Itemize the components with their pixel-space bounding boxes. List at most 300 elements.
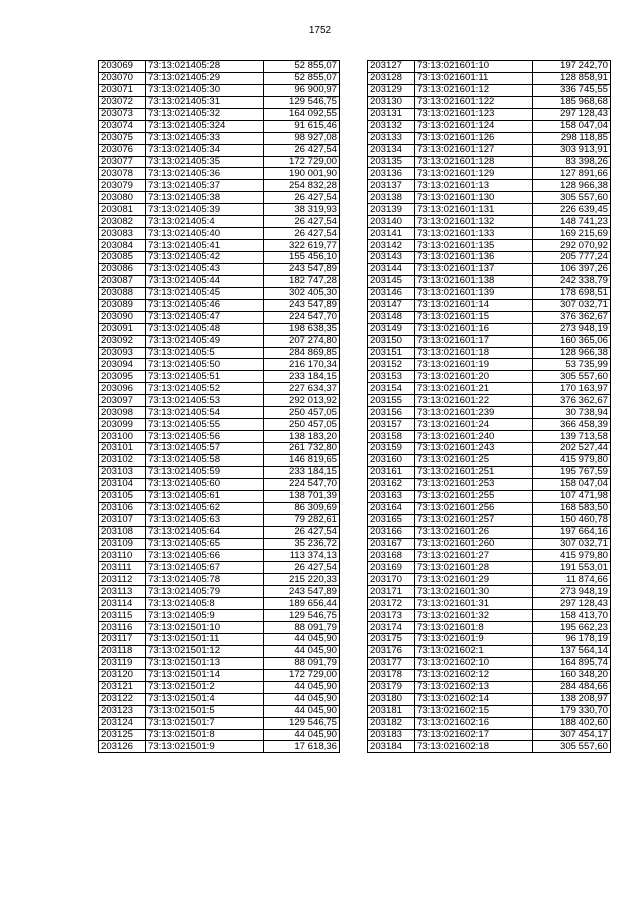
cadastral-value-cell: 227 634,37	[264, 383, 340, 395]
row-number-cell: 203111	[99, 562, 146, 574]
table-row	[99, 419, 340, 431]
row-number-cell: 203135	[368, 156, 415, 168]
row-number-cell: 203167	[368, 538, 415, 550]
table-row	[99, 514, 340, 526]
row-number-cell: 203095	[99, 371, 146, 383]
row-number-cell: 203083	[99, 228, 146, 240]
cadastral-number-cell: 73:13:021405:67	[146, 562, 264, 574]
cadastral-value-cell: 305 557,60	[533, 741, 611, 753]
cadastral-value-cell: 284 869,85	[264, 347, 340, 359]
cadastral-number-cell: 73:13:021405:55	[146, 419, 264, 431]
cadastral-number-cell: 73:13:021601:10	[415, 61, 533, 73]
row-number-cell: 203147	[368, 299, 415, 311]
table-row	[99, 526, 340, 538]
cadastral-number-cell: 73:13:021405:79	[146, 586, 264, 598]
cadastral-value-cell: 128 966,38	[533, 180, 611, 192]
cadastral-value-cell: 168 583,50	[533, 502, 611, 514]
row-number-cell: 203120	[99, 669, 146, 681]
table-row	[99, 108, 340, 120]
cadastral-value-table-left	[98, 60, 340, 753]
cadastral-value-cell: 158 047,04	[533, 478, 611, 490]
cadastral-number-cell: 73:13:021601:20	[415, 371, 533, 383]
row-number-cell: 203150	[368, 335, 415, 347]
cadastral-value-cell: 303 913,91	[533, 144, 611, 156]
row-number-cell: 203072	[99, 96, 146, 108]
table-row	[368, 240, 611, 252]
row-number-cell: 203139	[368, 204, 415, 216]
cadastral-value-cell: 207 274,80	[264, 335, 340, 347]
table-row	[368, 538, 611, 550]
cadastral-number-cell: 73:13:021405:57	[146, 443, 264, 455]
cadastral-number-cell: 73:13:021405:63	[146, 514, 264, 526]
cadastral-number-cell: 73:13:021405:39	[146, 204, 264, 216]
table-row	[368, 204, 611, 216]
table-right-body	[368, 61, 611, 753]
table-row	[99, 741, 340, 753]
cadastral-number-cell: 73:13:021601:32	[415, 610, 533, 622]
cadastral-number-cell: 73:13:021405:44	[146, 275, 264, 287]
row-number-cell: 203087	[99, 275, 146, 287]
table-row	[368, 72, 611, 84]
row-number-cell: 203091	[99, 323, 146, 335]
cadastral-value-cell: 113 374,13	[264, 550, 340, 562]
cadastral-value-cell: 44 045,90	[264, 705, 340, 717]
cadastral-value-cell: 189 656,44	[264, 598, 340, 610]
row-number-cell: 203154	[368, 383, 415, 395]
row-number-cell: 203146	[368, 287, 415, 299]
row-number-cell: 203159	[368, 443, 415, 455]
cadastral-value-cell: 254 832,28	[264, 180, 340, 192]
row-number-cell: 203075	[99, 132, 146, 144]
row-number-cell: 203142	[368, 240, 415, 252]
table-row	[99, 347, 340, 359]
cadastral-number-cell: 73:13:021501:5	[146, 705, 264, 717]
row-number-cell: 203105	[99, 490, 146, 502]
cadastral-number-cell: 73:13:021601:24	[415, 419, 533, 431]
row-number-cell: 203092	[99, 335, 146, 347]
cadastral-number-cell: 73:13:021501:7	[146, 717, 264, 729]
row-number-cell: 203153	[368, 371, 415, 383]
cadastral-value-cell: 17 618,36	[264, 741, 340, 753]
cadastral-number-cell: 73:13:021601:129	[415, 168, 533, 180]
cadastral-number-cell: 73:13:021601:126	[415, 132, 533, 144]
cadastral-value-cell: 242 338,79	[533, 275, 611, 287]
table-row	[99, 586, 340, 598]
row-number-cell: 203126	[99, 741, 146, 753]
cadastral-value-cell: 26 427,54	[264, 526, 340, 538]
row-number-cell: 203088	[99, 287, 146, 299]
table-row	[368, 681, 611, 693]
row-number-cell: 203096	[99, 383, 146, 395]
cadastral-value-cell: 191 553,01	[533, 562, 611, 574]
cadastral-value-cell: 53 735,99	[533, 359, 611, 371]
cadastral-number-cell: 73:13:021601:128	[415, 156, 533, 168]
cadastral-number-cell: 73:13:021405:51	[146, 371, 264, 383]
row-number-cell: 203175	[368, 634, 415, 646]
row-number-cell: 203182	[368, 717, 415, 729]
table-row	[368, 705, 611, 717]
table-row	[368, 407, 611, 419]
cadastral-number-cell: 73:13:021601:130	[415, 192, 533, 204]
cadastral-number-cell: 73:13:021601:17	[415, 335, 533, 347]
cadastral-value-cell: 169 215,69	[533, 228, 611, 240]
row-number-cell: 203179	[368, 681, 415, 693]
table-row	[368, 216, 611, 228]
row-number-cell: 203108	[99, 526, 146, 538]
table-row	[99, 84, 340, 96]
row-number-cell: 203069	[99, 61, 146, 73]
row-number-cell: 203138	[368, 192, 415, 204]
cadastral-number-cell: 73:13:021405:32	[146, 108, 264, 120]
table-row	[99, 669, 340, 681]
cadastral-number-cell: 73:13:021405:62	[146, 502, 264, 514]
cadastral-number-cell: 73:13:021601:133	[415, 228, 533, 240]
table-row	[99, 598, 340, 610]
cadastral-number-cell: 73:13:021601:256	[415, 502, 533, 514]
table-row	[368, 622, 611, 634]
row-number-cell: 203106	[99, 502, 146, 514]
table-row	[99, 180, 340, 192]
table-row	[368, 180, 611, 192]
cadastral-number-cell: 73:13:021405:37	[146, 180, 264, 192]
row-number-cell: 203076	[99, 144, 146, 156]
row-number-cell: 203098	[99, 407, 146, 419]
row-number-cell: 203131	[368, 108, 415, 120]
cadastral-value-cell: 250 457,05	[264, 419, 340, 431]
cadastral-number-cell: 73:13:021405:30	[146, 84, 264, 96]
cadastral-number-cell: 73:13:021601:251	[415, 466, 533, 478]
cadastral-number-cell: 73:13:021602:10	[415, 657, 533, 669]
cadastral-number-cell: 73:13:021601:239	[415, 407, 533, 419]
cadastral-value-cell: 415 979,80	[533, 454, 611, 466]
cadastral-number-cell: 73:13:021405:64	[146, 526, 264, 538]
row-number-cell: 203100	[99, 431, 146, 443]
table-row	[368, 359, 611, 371]
table-row	[368, 669, 611, 681]
cadastral-value-cell: 302 405,30	[264, 287, 340, 299]
cadastral-number-cell: 73:13:021601:135	[415, 240, 533, 252]
table-row	[99, 204, 340, 216]
table-row	[99, 287, 340, 299]
cadastral-value-cell: 164 895,74	[533, 657, 611, 669]
cadastral-number-cell: 73:13:021405:61	[146, 490, 264, 502]
row-number-cell: 203122	[99, 693, 146, 705]
row-number-cell: 203123	[99, 705, 146, 717]
cadastral-value-cell: 366 458,39	[533, 419, 611, 431]
cadastral-number-cell: 73:13:021601:22	[415, 395, 533, 407]
row-number-cell: 203086	[99, 263, 146, 275]
table-row	[99, 538, 340, 550]
table-row	[99, 490, 340, 502]
cadastral-value-cell: 150 460,78	[533, 514, 611, 526]
cadastral-number-cell: 73:13:021405:60	[146, 478, 264, 490]
table-row	[99, 240, 340, 252]
row-number-cell: 203124	[99, 717, 146, 729]
cadastral-value-cell: 107 471,98	[533, 490, 611, 502]
cadastral-value-cell: 307 032,71	[533, 299, 611, 311]
row-number-cell: 203183	[368, 729, 415, 741]
table-row	[368, 443, 611, 455]
cadastral-value-cell: 292 070,92	[533, 240, 611, 252]
cadastral-value-cell: 284 484,66	[533, 681, 611, 693]
cadastral-value-cell: 26 427,54	[264, 144, 340, 156]
cadastral-number-cell: 73:13:021405:40	[146, 228, 264, 240]
cadastral-number-cell: 73:13:021602:12	[415, 669, 533, 681]
cadastral-number-cell: 73:13:021602:16	[415, 717, 533, 729]
table-row	[99, 61, 340, 73]
table-row	[368, 347, 611, 359]
cadastral-value-cell: 205 777,24	[533, 252, 611, 264]
row-number-cell: 203118	[99, 645, 146, 657]
table-row	[368, 657, 611, 669]
cadastral-value-cell: 197 242,70	[533, 61, 611, 73]
cadastral-value-cell: 415 979,80	[533, 550, 611, 562]
cadastral-number-cell: 73:13:021601:255	[415, 490, 533, 502]
table-row	[99, 717, 340, 729]
cadastral-value-cell: 216 170,34	[264, 359, 340, 371]
cadastral-value-cell: 179 330,70	[533, 705, 611, 717]
table-row	[99, 275, 340, 287]
table-row	[368, 335, 611, 347]
cadastral-number-cell: 73:13:021501:12	[146, 645, 264, 657]
cadastral-value-cell: 305 557,60	[533, 371, 611, 383]
cadastral-value-cell: 197 664,16	[533, 526, 611, 538]
row-number-cell: 203168	[368, 550, 415, 562]
cadastral-number-cell: 73:13:021601:131	[415, 204, 533, 216]
page-number: 1752	[308, 25, 332, 36]
cadastral-value-cell: 79 282,61	[264, 514, 340, 526]
cadastral-number-cell: 73:13:021405:31	[146, 96, 264, 108]
table-row	[368, 84, 611, 96]
cadastral-number-cell: 73:13:021601:21	[415, 383, 533, 395]
cadastral-number-cell: 73:13:021602:17	[415, 729, 533, 741]
table-row	[99, 407, 340, 419]
cadastral-number-cell: 73:13:021405:78	[146, 574, 264, 586]
table-row	[99, 454, 340, 466]
table-row	[368, 586, 611, 598]
cadastral-number-cell: 73:13:021601:12	[415, 84, 533, 96]
table-row	[99, 216, 340, 228]
row-number-cell: 203077	[99, 156, 146, 168]
cadastral-number-cell: 73:13:021405:47	[146, 311, 264, 323]
cadastral-value-cell: 88 091,79	[264, 622, 340, 634]
cadastral-number-cell: 73:13:021405:45	[146, 287, 264, 299]
table-row	[368, 287, 611, 299]
cadastral-number-cell: 73:13:021405:52	[146, 383, 264, 395]
table-row	[99, 72, 340, 84]
table-row	[368, 168, 611, 180]
cadastral-number-cell: 73:13:021405:42	[146, 252, 264, 264]
row-number-cell: 203090	[99, 311, 146, 323]
cadastral-number-cell: 73:13:021501:4	[146, 693, 264, 705]
table-row	[368, 120, 611, 132]
row-number-cell: 203178	[368, 669, 415, 681]
cadastral-value-cell: 44 045,90	[264, 634, 340, 646]
row-number-cell: 203073	[99, 108, 146, 120]
row-number-cell: 203170	[368, 574, 415, 586]
table-row	[99, 371, 340, 383]
row-number-cell: 203173	[368, 610, 415, 622]
table-row	[368, 395, 611, 407]
cadastral-value-cell: 273 948,19	[533, 586, 611, 598]
row-number-cell: 203165	[368, 514, 415, 526]
cadastral-value-cell: 215 220,33	[264, 574, 340, 586]
cadastral-value-cell: 86 309,69	[264, 502, 340, 514]
row-number-cell: 203109	[99, 538, 146, 550]
cadastral-value-cell: 243 547,89	[264, 263, 340, 275]
cadastral-value-cell: 164 092,55	[264, 108, 340, 120]
cadastral-value-cell: 26 427,54	[264, 228, 340, 240]
cadastral-number-cell: 73:13:021405:43	[146, 263, 264, 275]
cadastral-number-cell: 73:13:021601:18	[415, 347, 533, 359]
row-number-cell: 203177	[368, 657, 415, 669]
table-row	[99, 443, 340, 455]
cadastral-value-cell: 44 045,90	[264, 645, 340, 657]
row-number-cell: 203094	[99, 359, 146, 371]
row-number-cell: 203181	[368, 705, 415, 717]
cadastral-value-cell: 35 236,72	[264, 538, 340, 550]
cadastral-value-cell: 106 397,26	[533, 263, 611, 275]
cadastral-value-cell: 26 427,54	[264, 216, 340, 228]
cadastral-number-cell: 73:13:021405:33	[146, 132, 264, 144]
cadastral-number-cell: 73:13:021405:65	[146, 538, 264, 550]
cadastral-value-cell: 188 402,60	[533, 717, 611, 729]
cadastral-value-cell: 139 713,58	[533, 431, 611, 443]
cadastral-number-cell: 73:13:021601:11	[415, 72, 533, 84]
row-number-cell: 203102	[99, 454, 146, 466]
row-number-cell: 203145	[368, 275, 415, 287]
table-row	[368, 634, 611, 646]
table-row	[368, 96, 611, 108]
table-row	[99, 323, 340, 335]
cadastral-number-cell: 73:13:021405:58	[146, 454, 264, 466]
row-number-cell: 203184	[368, 741, 415, 753]
cadastral-number-cell: 73:13:021601:136	[415, 252, 533, 264]
cadastral-value-cell: 44 045,90	[264, 729, 340, 741]
cadastral-value-cell: 160 365,06	[533, 335, 611, 347]
cadastral-value-cell: 243 547,89	[264, 586, 340, 598]
table-row	[99, 144, 340, 156]
cadastral-value-cell: 26 427,54	[264, 192, 340, 204]
cadastral-number-cell: 73:13:021601:19	[415, 359, 533, 371]
cadastral-number-cell: 73:13:021405:29	[146, 72, 264, 84]
row-number-cell: 203107	[99, 514, 146, 526]
cadastral-number-cell: 73:13:021405:49	[146, 335, 264, 347]
table-row	[99, 729, 340, 741]
cadastral-value-cell: 137 564,14	[533, 645, 611, 657]
cadastral-number-cell: 73:13:021602:15	[415, 705, 533, 717]
row-number-cell: 203117	[99, 634, 146, 646]
cadastral-value-cell: 190 001,90	[264, 168, 340, 180]
cadastral-number-cell: 73:13:021405:38	[146, 192, 264, 204]
table-row	[368, 144, 611, 156]
table-row	[368, 514, 611, 526]
cadastral-number-cell: 73:13:021601:16	[415, 323, 533, 335]
cadastral-number-cell: 73:13:021601:25	[415, 454, 533, 466]
table-row	[368, 252, 611, 264]
table-row	[368, 645, 611, 657]
row-number-cell: 203130	[368, 96, 415, 108]
cadastral-number-cell: 73:13:021601:30	[415, 586, 533, 598]
cadastral-number-cell: 73:13:021601:138	[415, 275, 533, 287]
cadastral-number-cell: 73:13:021405:34	[146, 144, 264, 156]
cadastral-value-cell: 138 701,39	[264, 490, 340, 502]
cadastral-number-cell: 73:13:021602:1	[415, 645, 533, 657]
cadastral-number-cell: 73:13:021501:13	[146, 657, 264, 669]
table-row	[368, 610, 611, 622]
cadastral-number-cell: 73:13:021405:35	[146, 156, 264, 168]
cadastral-number-cell: 73:13:021601:257	[415, 514, 533, 526]
row-number-cell: 203116	[99, 622, 146, 634]
cadastral-number-cell: 73:13:021601:31	[415, 598, 533, 610]
cadastral-number-cell: 73:13:021601:127	[415, 144, 533, 156]
table-row	[368, 598, 611, 610]
row-number-cell: 203085	[99, 252, 146, 264]
cadastral-number-cell: 73:13:021601:137	[415, 263, 533, 275]
row-number-cell: 203079	[99, 180, 146, 192]
cadastral-value-cell: 170 163,97	[533, 383, 611, 395]
row-number-cell: 203169	[368, 562, 415, 574]
cadastral-value-cell: 146 819,65	[264, 454, 340, 466]
row-number-cell: 203128	[368, 72, 415, 84]
cadastral-value-cell: 307 454,17	[533, 729, 611, 741]
cadastral-number-cell: 73:13:021405:4	[146, 216, 264, 228]
row-number-cell: 203097	[99, 395, 146, 407]
cadastral-number-cell: 73:13:021405:48	[146, 323, 264, 335]
table-row	[99, 693, 340, 705]
cadastral-value-cell: 224 547,70	[264, 311, 340, 323]
cadastral-value-cell: 233 184,15	[264, 466, 340, 478]
cadastral-number-cell: 73:13:021405:9	[146, 610, 264, 622]
cadastral-value-cell: 305 557,60	[533, 192, 611, 204]
cadastral-number-cell: 73:13:021602:18	[415, 741, 533, 753]
table-row	[368, 419, 611, 431]
cadastral-value-cell: 195 767,59	[533, 466, 611, 478]
table-row	[368, 275, 611, 287]
table-row	[368, 729, 611, 741]
row-number-cell: 203084	[99, 240, 146, 252]
row-number-cell: 203089	[99, 299, 146, 311]
cadastral-value-cell: 11 874,66	[533, 574, 611, 586]
table-row	[368, 132, 611, 144]
table-row	[368, 228, 611, 240]
cadastral-number-cell: 73:13:021601:139	[415, 287, 533, 299]
row-number-cell: 203160	[368, 454, 415, 466]
cadastral-number-cell: 73:13:021601:26	[415, 526, 533, 538]
table-row	[368, 478, 611, 490]
cadastral-value-cell: 158 047,04	[533, 120, 611, 132]
row-number-cell: 203104	[99, 478, 146, 490]
row-number-cell: 203157	[368, 419, 415, 431]
row-number-cell: 203114	[99, 598, 146, 610]
cadastral-number-cell: 73:13:021405:28	[146, 61, 264, 73]
cadastral-number-cell: 73:13:021501:11	[146, 634, 264, 646]
cadastral-value-cell: 322 619,77	[264, 240, 340, 252]
table-row	[99, 168, 340, 180]
table-row	[99, 120, 340, 132]
cadastral-value-cell: 198 638,35	[264, 323, 340, 335]
cadastral-value-cell: 297 128,43	[533, 108, 611, 120]
row-number-cell: 203133	[368, 132, 415, 144]
row-number-cell: 203137	[368, 180, 415, 192]
cadastral-number-cell: 73:13:021601:27	[415, 550, 533, 562]
table-row	[368, 717, 611, 729]
row-number-cell: 203115	[99, 610, 146, 622]
cadastral-value-cell: 138 208,97	[533, 693, 611, 705]
table-row	[368, 299, 611, 311]
table-row	[368, 371, 611, 383]
table-row	[99, 645, 340, 657]
